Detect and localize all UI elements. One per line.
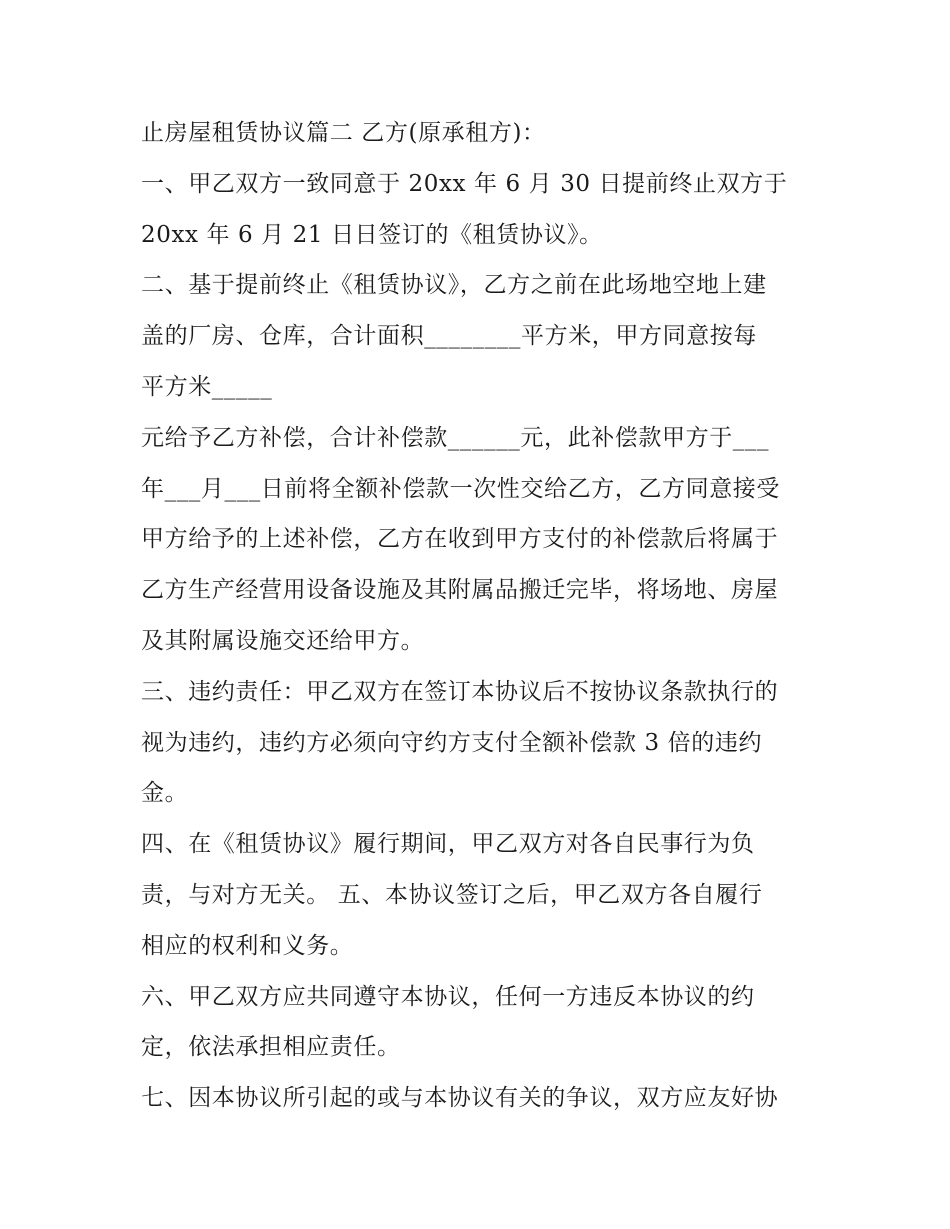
text-line: 七、因本协议所引起的或与本协议有关的争议，双方应友好协 (141, 1085, 779, 1112)
text-line: 年___月___日前将全额补偿款一次性交给乙方，乙方同意接受 (141, 475, 780, 502)
text-line: 止房屋租赁协议篇二 乙方(原承租方)： (141, 120, 546, 146)
text-line: 20xx 年 6 月 21 日日签订的《租赁协议》。 (141, 221, 603, 248)
text-line: 平方米_____ (141, 373, 273, 400)
text-line: 六、甲乙双方应共同遵守本协议，任何一方违反本协议的约 (141, 983, 755, 1010)
document-body (141, 108, 821, 1124)
text-line: 一、甲乙双方一致同意于 20xx 年 6 月 30 日提前终止双方于 (141, 170, 788, 197)
text-line: 三、违约责任：甲乙双方在签订本协议后不按协议条款执行的 (141, 678, 779, 705)
text-line: 盖的厂房、仓库，合计面积________平方米，甲方同意按每 (141, 323, 757, 350)
text-line: 金。 (141, 780, 189, 807)
text-line: 及其附属设施交还给甲方。 (141, 627, 425, 654)
text-line: 元给予乙方补偿，合计补偿款______元，此补偿款甲方于___ (141, 424, 770, 451)
text-line: 责，与对方无关。 五、本协议签订之后，甲乙双方各自履行 (141, 881, 763, 908)
text-line: 乙方生产经营用设备设施及其附属品搬迁完毕，将场地、房屋 (141, 577, 779, 604)
text-line: 四、在《租赁协议》履行期间，甲乙双方对各自民事行为负 (141, 831, 755, 858)
text-line: 二、基于提前终止《租赁协议》，乙方之前在此场地空地上建 (141, 272, 767, 299)
text-line: 视为违约，违约方必须向守约方支付全额补偿款 3 倍的违约 (141, 729, 763, 756)
text-line: 甲方给予的上述补偿，乙方在收到甲方支付的补偿款后将属于 (141, 526, 779, 553)
text-line: 相应的权利和义务。 (141, 932, 354, 959)
text-line: 定，依法承担相应责任。 (141, 1034, 401, 1061)
